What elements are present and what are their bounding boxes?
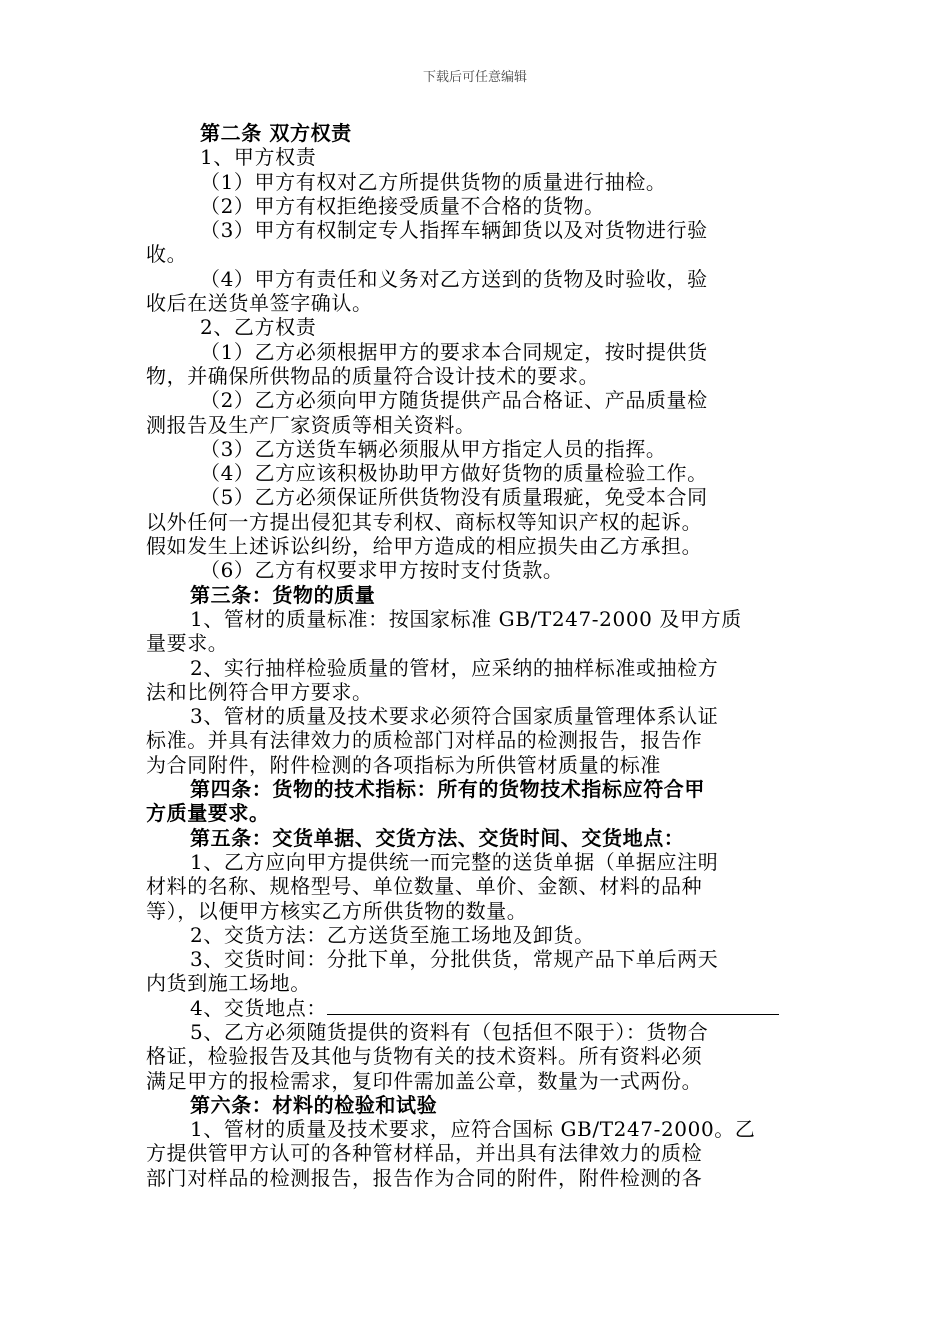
line-text: 第六条：材料的检验和试验 bbox=[190, 1092, 438, 1117]
line-text: 4、交货地点： bbox=[190, 995, 327, 1020]
paragraph-line bbox=[146, 753, 802, 777]
paragraph-line bbox=[146, 267, 802, 291]
document-body bbox=[146, 121, 802, 1190]
paragraph-line bbox=[146, 850, 802, 874]
article-heading bbox=[146, 1093, 802, 1117]
paragraph-line bbox=[146, 364, 802, 388]
line-text: 收后在送货单签字确认。 bbox=[146, 291, 373, 316]
article-heading bbox=[146, 801, 802, 825]
line-text: 测报告及生产厂家资质等相关资料。 bbox=[146, 412, 476, 437]
paragraph-line bbox=[146, 996, 802, 1020]
line-text: 第二条 双方权责 bbox=[200, 121, 352, 145]
paragraph-line bbox=[146, 1069, 802, 1093]
paragraph-line bbox=[146, 291, 802, 315]
paragraph-line bbox=[146, 607, 802, 631]
line-text: （5）乙方必须保证所供货物没有质量瑕疵，免受本合同 bbox=[200, 485, 708, 510]
paragraph-line bbox=[146, 971, 802, 995]
paragraph-line bbox=[146, 510, 802, 534]
paragraph-line bbox=[146, 656, 802, 680]
line-text: 方质量要求。 bbox=[146, 801, 270, 826]
paragraph-line bbox=[146, 1020, 802, 1044]
paragraph-line bbox=[146, 413, 802, 437]
line-text: 1、乙方应向甲方提供统一而完整的送货单据（单据应注明 bbox=[190, 849, 719, 874]
paragraph-line bbox=[146, 899, 802, 923]
paragraph-line bbox=[146, 461, 802, 485]
line-text: （1）乙方必须根据甲方的要求本合同规定，按时提供货 bbox=[200, 339, 708, 364]
line-text: （2）乙方必须向甲方随货提供产品合格证、产品质量检 bbox=[200, 388, 708, 413]
paragraph-line bbox=[146, 1166, 802, 1190]
line-text: 等），以便甲方核实乙方所供货物的数量。 bbox=[146, 898, 528, 923]
line-text: 1、甲方权责 bbox=[200, 145, 317, 170]
line-text: 内货到施工场地。 bbox=[146, 971, 311, 996]
paragraph-line bbox=[146, 194, 802, 218]
paragraph-line bbox=[146, 145, 802, 169]
line-text: 满足甲方的报检需求，复印件需加盖公章，数量为一式两份。 bbox=[146, 1068, 703, 1093]
paragraph-line bbox=[146, 534, 802, 558]
paragraph-line bbox=[146, 728, 802, 752]
line-text: 物，并确保所供物品的质量符合设计技术的要求。 bbox=[146, 363, 600, 388]
line-text: 2、乙方权责 bbox=[200, 315, 317, 340]
line-text: 假如发生上述诉讼纠纷，给甲方造成的相应损失由乙方承担。 bbox=[146, 534, 703, 559]
paragraph-line bbox=[146, 1141, 802, 1165]
paragraph-line bbox=[146, 923, 802, 947]
paragraph-line bbox=[146, 437, 802, 461]
paragraph-line bbox=[146, 558, 802, 582]
line-text: （6）乙方有权要求甲方按时支付货款。 bbox=[200, 558, 564, 583]
paragraph-line bbox=[146, 242, 802, 266]
line-text: 2、交货方法：乙方送货至施工场地及卸货。 bbox=[190, 922, 595, 947]
page-header-note: 下载后可任意编辑 bbox=[422, 70, 527, 85]
line-text: 收。 bbox=[146, 242, 188, 267]
line-text: （3）甲方有权制定专人指挥车辆卸货以及对货物进行验 bbox=[200, 218, 708, 243]
line-text: （4）甲方有责任和义务对乙方送到的货物及时验收，验 bbox=[200, 266, 708, 291]
paragraph-line bbox=[146, 340, 802, 364]
line-text: 第五条：交货单据、交货方法、交货时间、交货地点： bbox=[190, 825, 685, 850]
line-text: 标准。并具有法律效力的质检部门对样品的检测报告，报告作 bbox=[146, 728, 703, 753]
line-text: 3、管材的质量及技术要求必须符合国家质量管理体系认证 bbox=[190, 704, 719, 729]
paragraph-line bbox=[146, 1044, 802, 1068]
line-text: 1、管材的质量标准：按国家标准 GB/T247-2000 及甲方质 bbox=[190, 606, 742, 631]
paragraph-line bbox=[146, 704, 802, 728]
article-heading bbox=[146, 777, 802, 801]
line-text: （4）乙方应该积极协助甲方做好货物的质量检验工作。 bbox=[200, 461, 708, 486]
line-text: （3）乙方送货车辆必须服从甲方指定人员的指挥。 bbox=[200, 436, 667, 461]
article-heading bbox=[146, 826, 802, 850]
line-text: 材料的名称、规格型号、单位数量、单价、金额、材料的品种 bbox=[146, 874, 703, 899]
line-text: 3、交货时间：分批下单，分批供货，常规产品下单后两天 bbox=[190, 947, 719, 972]
paragraph-line bbox=[146, 1117, 802, 1141]
paragraph-line bbox=[146, 680, 802, 704]
line-text: 法和比例符合甲方要求。 bbox=[146, 679, 373, 704]
paragraph-line bbox=[146, 315, 802, 339]
paragraph-line bbox=[146, 218, 802, 242]
line-text: 方提供管甲方认可的各种管材样品，并出具有法律效力的质检 bbox=[146, 1141, 703, 1166]
line-text: 为合同附件，附件检测的各项指标为所供管材质量的标准 bbox=[146, 752, 661, 777]
line-text: 格证，检验报告及其他与货物有关的技术资料。所有资料必须 bbox=[146, 1044, 703, 1069]
line-text: 1、管材的质量及技术要求，应符合国标 GB/T247-2000。乙 bbox=[190, 1117, 756, 1142]
line-text: 以外任何一方提出侵犯其专利权、商标权等知识产权的起诉。 bbox=[146, 509, 703, 534]
article-heading bbox=[146, 121, 802, 145]
line-text: 第四条：货物的技术指标：所有的货物技术指标应符合甲 bbox=[190, 777, 705, 802]
delivery-location-blank bbox=[327, 996, 779, 1015]
line-text: 5、乙方必须随货提供的资料有（包括但不限于）：货物合 bbox=[190, 1019, 709, 1044]
paragraph-line bbox=[146, 485, 802, 509]
paragraph-line bbox=[146, 947, 802, 971]
line-text: （2）甲方有权拒绝接受质量不合格的货物。 bbox=[200, 193, 605, 218]
paragraph-line bbox=[146, 631, 802, 655]
line-text: （1）甲方有权对乙方所提供货物的质量进行抽检。 bbox=[200, 169, 667, 194]
paragraph-line bbox=[146, 170, 802, 194]
paragraph-line bbox=[146, 388, 802, 412]
paragraph-line bbox=[146, 874, 802, 898]
line-text: 2、实行抽样检验质量的管材，应采纳的抽样标准或抽检方 bbox=[190, 655, 719, 680]
line-text: 量要求。 bbox=[146, 631, 229, 656]
line-text: 第三条：货物的质量 bbox=[190, 582, 376, 607]
article-heading bbox=[146, 583, 802, 607]
line-text: 部门对样品的检测报告，报告作为合同的附件，附件检测的各 bbox=[146, 1165, 703, 1190]
